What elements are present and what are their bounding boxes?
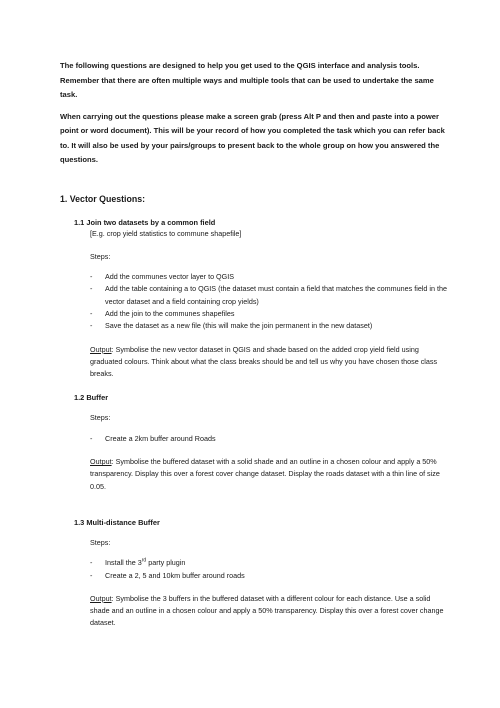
step-item: - Add the join to the communes shapefiles [90, 308, 448, 320]
output-text: : Symbolise the 3 buffers in the buffered dataset with a different colour for each distance. Use a solid shade and an outline in a chosen colour and apply a 50% transparency. Display this over a forest cover change dataset. [90, 593, 444, 628]
output-label: Output [90, 593, 112, 603]
question-1-1 [74, 217, 448, 381]
steps-list [90, 433, 448, 445]
output-paragraph [90, 593, 448, 630]
steps-label: Steps: [90, 413, 111, 423]
question-heading: 1.3 Multi-distance Buffer [74, 517, 160, 527]
step-item: - Create a 2km buffer around Roads [90, 433, 448, 445]
question-heading: 1.2 Buffer [74, 393, 109, 403]
steps-list [90, 557, 448, 582]
steps-list [90, 271, 448, 332]
steps-label: Steps: [90, 251, 111, 261]
step-item: - Install the 3rd party plugin [90, 557, 448, 569]
step-item: - Add the table containing a to QGIS (the dataset must contain a field that matches the communes field in the vector dataset and a field containing crop yields) [90, 283, 448, 308]
output-text: : Symbolise the new vector dataset in QGIS and shade based on the added crop yield field using graduated colours. Think about what the class breaks should be and tell us why you have chosen those class breaks. [90, 344, 438, 379]
steps-label: Steps: [90, 537, 111, 547]
output-text: : Symbolise the buffered dataset with a solid shade and an outline in a chosen colour and apply a 50% transparency. Display this over a forest cover change dataset. Display the roads dataset with a thin line of size 0.05. [90, 457, 440, 491]
question-heading: 1.1 Join two datasets by a common field [74, 217, 216, 227]
step-item: - Create a 2, 5 and 10km buffer around roads [90, 570, 448, 582]
step-item: - Add the communes vector layer to QGIS [90, 271, 448, 283]
output-label: Output [90, 457, 112, 467]
output-paragraph [90, 344, 448, 381]
question-1-3 [74, 517, 448, 630]
intro-paragraph-1: The following questions are designed to help you get used to the QGIS interface and analysis tools. Remember that there are often multiple ways and multiple tools that can be used to undertake the same task. [60, 61, 434, 99]
question-subtitle: [E.g. crop yield statistics to commune shapefile] [90, 228, 242, 238]
section-heading-vector-questions: 1. Vector Questions: [60, 193, 146, 204]
output-label: Output [90, 344, 112, 354]
intro-paragraph-2: When carrying out the questions please make a screen grab (press Alt P and then and paste into a power point or word document). This will be your record of how you completed the task which you can refer back to. It will also be used by your pairs/groups to present back to the whole group on how you answered the questions. [60, 111, 445, 164]
output-paragraph [90, 456, 448, 493]
step-item: - Save the dataset as a new file (this will make the join permanent in the new dataset) [90, 320, 448, 332]
question-1-2 [74, 392, 448, 492]
